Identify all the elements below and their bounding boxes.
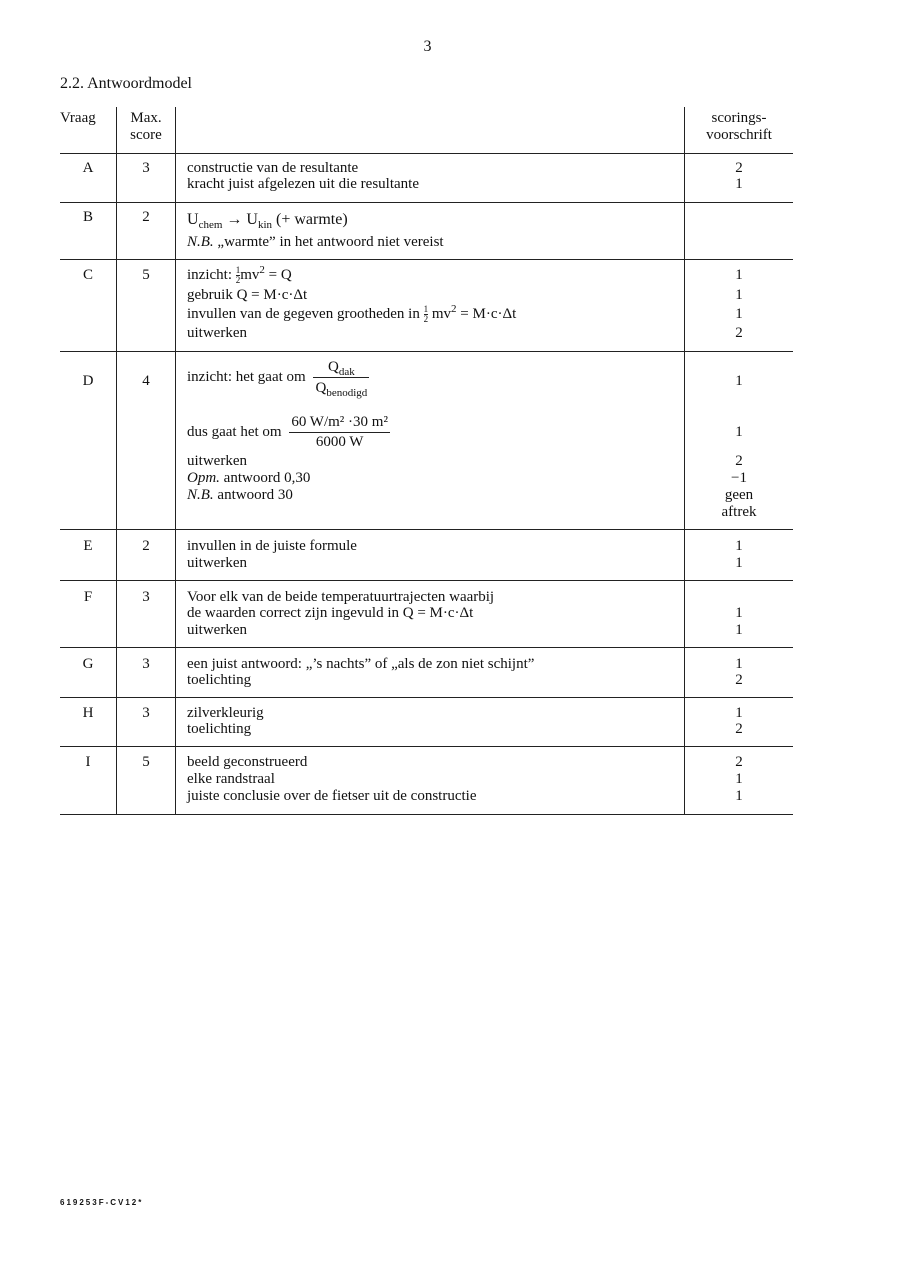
row-divider xyxy=(60,351,793,352)
q-symbol: Q xyxy=(315,380,327,396)
row-divider xyxy=(60,746,793,747)
document-code: 619253F-CV12* xyxy=(60,1198,144,1207)
question-label: I xyxy=(85,754,91,770)
criterion-line: toelichting xyxy=(187,672,252,688)
remark-line xyxy=(187,470,310,487)
score-value: 1 xyxy=(735,306,743,322)
note-prefix: N.B. xyxy=(187,487,214,503)
row-divider xyxy=(60,202,793,203)
header-vraag: Vraag xyxy=(60,110,96,126)
score-value: 1 xyxy=(735,705,743,721)
max-score: 3 xyxy=(142,656,150,672)
question-label: B xyxy=(82,209,93,225)
max-score: 3 xyxy=(142,589,150,605)
max-score: 5 xyxy=(142,267,150,283)
row-divider xyxy=(60,814,793,815)
row-divider xyxy=(60,153,793,154)
row-divider xyxy=(60,259,793,260)
q-symbol: Q xyxy=(328,359,339,375)
criterion-line: uitwerken xyxy=(187,622,247,638)
criterion-text: = Q xyxy=(264,266,292,283)
energy-symbol: U xyxy=(187,211,199,228)
criterion-text: mv xyxy=(428,305,452,322)
row-divider xyxy=(60,647,793,648)
score-value: 1 xyxy=(735,538,743,554)
note-line xyxy=(187,487,293,504)
score-value: 1 xyxy=(735,267,743,283)
criterion-line: zilverkleurig xyxy=(187,705,264,721)
score-value: 1 xyxy=(735,656,743,672)
question-label: F xyxy=(83,589,93,605)
max-score: 5 xyxy=(142,754,150,770)
score-value: 2 xyxy=(735,325,743,341)
calculation-line xyxy=(187,413,390,452)
max-score: 3 xyxy=(142,160,150,176)
energy-conversion-line xyxy=(187,211,348,232)
subscript: benodigd xyxy=(326,387,368,399)
score-value: 1 xyxy=(735,424,743,440)
fraction-denominator xyxy=(313,377,369,398)
fraction-numerator: 1 xyxy=(423,304,429,314)
header-max-line1: Max. xyxy=(130,110,162,126)
conversion-rest: (+ warmte) xyxy=(272,211,348,228)
criterion-text: = M·c·Δt xyxy=(456,305,517,322)
question-label: A xyxy=(82,160,94,176)
ratio-line xyxy=(187,357,369,398)
criterion-line: kracht juist afgelezen uit die resultante xyxy=(187,176,419,192)
criterion-line: Voor elk van de beide temperatuurtrajecten waarbij xyxy=(187,589,495,605)
score-value: 1 xyxy=(735,287,743,303)
question-label: H xyxy=(82,705,94,721)
header-scoring-line2: voorschrift xyxy=(706,127,772,143)
section-title: 2.2. Antwoordmodel xyxy=(60,75,192,92)
max-score: 2 xyxy=(142,209,150,225)
note-prefix: N.B. xyxy=(187,234,214,250)
criterion-line: beeld geconstrueerd xyxy=(187,754,308,770)
page-number: 3 xyxy=(423,38,432,55)
score-value: 1 xyxy=(735,555,743,571)
note-line xyxy=(187,234,444,251)
criterion-line: toelichting xyxy=(187,721,252,737)
max-score: 4 xyxy=(142,373,150,389)
question-label: C xyxy=(82,267,93,283)
criterion-line: een juist antwoord: „’s nachts” of „als de zon niet schijnt” xyxy=(187,656,535,672)
criterion-text: inzicht: xyxy=(187,266,236,283)
max-score: 3 xyxy=(142,705,150,721)
energy-symbol: U xyxy=(246,211,258,228)
note-text: antwoord 30 xyxy=(213,487,293,503)
score-value: −1 xyxy=(731,470,747,486)
fraction-numerator: 1 xyxy=(235,265,241,275)
score-value: 2 xyxy=(735,754,743,770)
remark-text: antwoord 0,30 xyxy=(219,470,311,486)
criterion-line xyxy=(187,302,517,324)
energy-subscript: chem xyxy=(198,219,223,232)
ratio-fraction xyxy=(313,357,369,398)
header-scoring-line1: scorings- xyxy=(711,110,767,126)
subscript: dak xyxy=(338,366,355,378)
criterion-line: de waarden correct zijn ingevuld in Q = M·c·Δt xyxy=(187,605,474,621)
criterion-line: uitwerken xyxy=(187,555,247,571)
score-value: 2 xyxy=(735,721,743,737)
fraction-numerator: 60 W/m² ·30 m² xyxy=(291,414,388,430)
energy-subscript: kin xyxy=(257,219,273,232)
column-divider xyxy=(175,107,176,815)
score-value: 1 xyxy=(735,788,743,804)
score-value: 1 xyxy=(735,771,743,787)
row-divider xyxy=(60,580,793,581)
criterion-line: uitwerken xyxy=(187,325,247,341)
criterion-line xyxy=(187,263,292,285)
exponent: 2 xyxy=(451,302,457,315)
calculation-fraction xyxy=(289,413,390,452)
criterion-text: invullen van de gegeven grootheden in xyxy=(187,305,424,322)
fraction-denominator: 2 xyxy=(423,314,429,324)
criterion-text: dus gaat het om xyxy=(187,423,282,440)
arrow-text: → xyxy=(222,211,247,228)
row-divider xyxy=(60,697,793,698)
criterion-text: mv xyxy=(240,266,260,283)
question-label: D xyxy=(82,373,94,389)
criterion-line: gebruik Q = M·c·Δt xyxy=(187,287,308,303)
score-value: 1 xyxy=(735,373,743,389)
criterion-line: juiste conclusie over de fietser uit de constructie xyxy=(187,788,477,804)
note-text: „warmte” in het antwoord niet vereist xyxy=(213,234,444,250)
score-value: 1 xyxy=(735,605,743,621)
criterion-text: inzicht: het gaat om xyxy=(187,368,306,385)
question-label: G xyxy=(82,656,94,672)
question-label: E xyxy=(83,538,93,554)
remark-prefix: Opm. xyxy=(187,470,220,486)
score-value: 1 xyxy=(735,176,743,192)
fraction-numerator xyxy=(313,357,369,377)
score-value: 1 xyxy=(735,622,743,638)
score-value: geen xyxy=(724,487,754,503)
fraction-denominator: 6000 W xyxy=(289,432,390,452)
score-value: 2 xyxy=(735,672,743,688)
criterion-line: uitwerken xyxy=(187,453,247,469)
fraction-denominator: 2 xyxy=(235,275,241,285)
score-value: aftrek xyxy=(721,504,757,520)
score-value: 2 xyxy=(735,160,743,176)
max-score: 2 xyxy=(142,538,150,554)
criterion-line: invullen in de juiste formule xyxy=(187,538,357,554)
criterion-line: elke randstraal xyxy=(187,771,275,787)
score-value: 2 xyxy=(735,453,743,469)
exponent: 2 xyxy=(259,263,265,276)
criterion-line: constructie van de resultante xyxy=(187,160,359,176)
row-divider xyxy=(60,529,793,530)
header-max-line2: score xyxy=(130,127,162,143)
